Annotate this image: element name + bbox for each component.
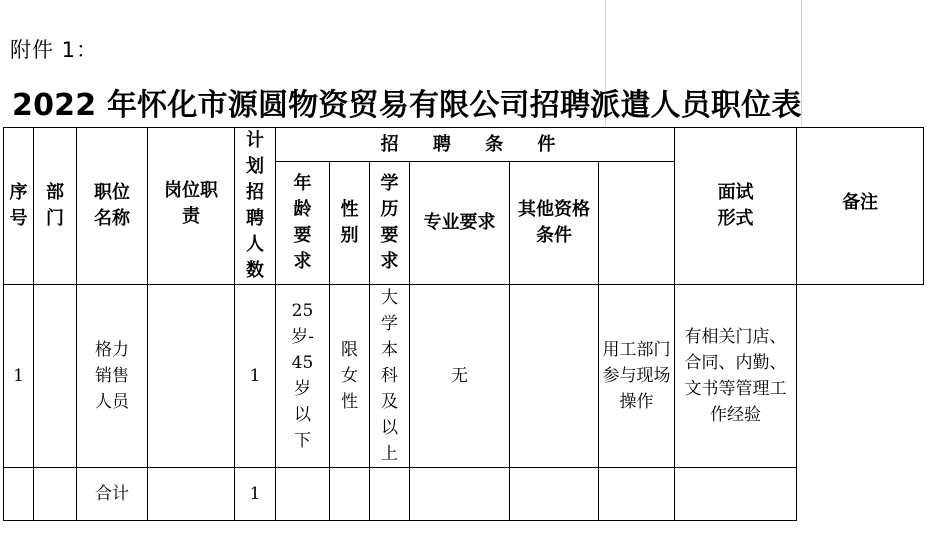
total-planned-count: 1 (235, 468, 276, 521)
header-other: 其他资格条件 (510, 162, 599, 285)
cell-other (510, 285, 599, 468)
cell-dept (34, 285, 77, 468)
header-education: 学历要求 (370, 162, 410, 285)
annex-label: 附件 1： (10, 38, 99, 62)
total-cell-interview (599, 468, 675, 521)
total-cell-gender (330, 468, 370, 521)
header-remarks: 备注 (797, 128, 924, 285)
header-age: 年龄要求 (276, 162, 330, 285)
header-gender: 性别 (330, 162, 370, 285)
cell-major: 无 (410, 285, 510, 468)
cell-position-name: 格力销售人员 (77, 285, 148, 468)
header-duties: 岗位职责 (148, 128, 235, 285)
cell-education: 大学本科及以上 (370, 285, 410, 468)
cell-remarks: 有相关门店、合同、内勤、文书等管理工作经验 (675, 285, 797, 468)
total-cell-education (370, 468, 410, 521)
cell-age: 25岁-45岁以下 (276, 285, 330, 468)
cell-planned-count: 1 (235, 285, 276, 468)
positions-table (3, 127, 924, 521)
total-cell-remarks-a (675, 468, 797, 521)
cell-gender: 限女性 (330, 285, 370, 468)
total-label: 合计 (77, 468, 148, 521)
cell-seq: 1 (4, 285, 34, 468)
table-row (4, 285, 924, 468)
total-cell-other (510, 468, 599, 521)
header-major: 专业要求 (410, 162, 510, 285)
total-cell-major (410, 468, 510, 521)
cell-interview: 用工部门参与现场操作 (599, 285, 675, 468)
header-dept: 部门 (34, 128, 77, 285)
header-interview: 面试形式 (675, 128, 797, 285)
header-seq: 序号 (4, 128, 34, 285)
total-cell-seq (4, 468, 34, 521)
header-row-1 (4, 128, 924, 162)
header-planned-count: 计划招聘人数 (235, 128, 276, 285)
total-cell-dept (34, 468, 77, 521)
document-title: 2022 年怀化市源圆物资贸易有限公司招聘派遣人员职位表 (12, 88, 802, 123)
total-cell-duties (148, 468, 235, 521)
cell-duties (148, 285, 235, 468)
header-position-name: 职位名称 (77, 128, 148, 285)
header-conditions-group: 招 聘 条 件 (276, 128, 675, 162)
total-cell-age (276, 468, 330, 521)
total-row (4, 468, 924, 521)
